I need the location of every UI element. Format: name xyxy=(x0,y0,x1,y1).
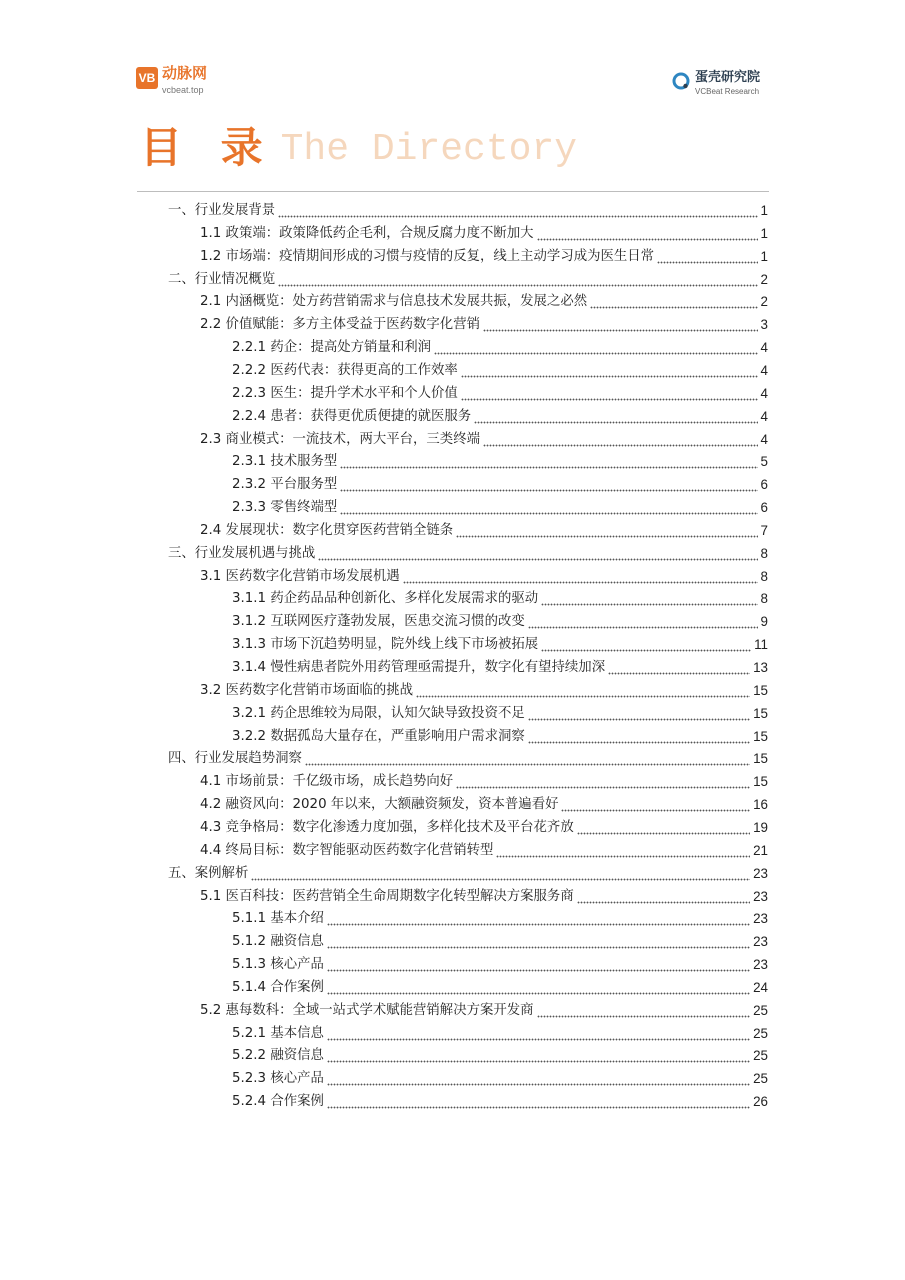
toc-entry-page-number: 8 xyxy=(760,545,768,561)
toc-entry-page-number: 15 xyxy=(753,751,768,767)
toc-entry-page-number: 25 xyxy=(753,1002,768,1018)
toc-entry-title: 5.1 医百科技：医药营销全生命周期数字化转型解决方案服务商 xyxy=(200,888,574,904)
toc-dot-leader xyxy=(537,999,751,1022)
vcbeat-logo xyxy=(136,63,208,95)
toc-entry[interactable] xyxy=(232,359,768,382)
toc-entry-page-number: 6 xyxy=(760,500,768,516)
toc-dot-leader xyxy=(456,519,757,542)
title-divider xyxy=(137,191,769,192)
toc-dot-leader xyxy=(403,565,758,588)
toc-dot-leader xyxy=(278,199,757,222)
toc-entry-title: 4.2 融资风向：2020 年以来，大额融资频发，资本普遍看好 xyxy=(200,797,559,813)
toc-entry[interactable] xyxy=(232,610,768,633)
toc-dot-leader xyxy=(327,1022,750,1045)
toc-dot-leader xyxy=(496,839,750,862)
toc-entry-title: 5.1.1 基本介绍 xyxy=(232,911,324,927)
toc-entry[interactable] xyxy=(200,770,768,793)
toc-entry-title: 4.1 市场前景：千亿级市场，成长趋势向好 xyxy=(200,774,454,790)
toc-entry[interactable] xyxy=(200,885,768,908)
toc-dot-leader xyxy=(278,268,757,291)
toc-entry-title: 2.3.3 零售终端型 xyxy=(232,500,338,516)
toc-entry-title: 3.1.1 药企药品品种创新化、多样化发展需求的驱动 xyxy=(232,591,539,607)
toc-dot-leader xyxy=(541,633,751,656)
toc-dot-leader xyxy=(327,1044,750,1067)
toc-entry-title: 1.2 市场端：疫情期间形成的习惯与疫情的反复，线上主动学习成为医生日常 xyxy=(200,248,655,264)
toc-entry-title: 2.1 内涵概览：处方药营销需求与信息技术发展共振，发展之必然 xyxy=(200,294,588,310)
toc-entry[interactable] xyxy=(168,199,768,222)
toc-entry-page-number: 4 xyxy=(760,431,768,447)
toc-entry[interactable] xyxy=(232,473,768,496)
toc-entry[interactable] xyxy=(200,679,768,702)
toc-entry-title: 2.2 价值赋能：多方主体受益于医药数字化营销 xyxy=(200,317,480,333)
toc-entry-page-number: 24 xyxy=(753,979,768,995)
toc-entry-page-number: 8 xyxy=(760,591,768,607)
toc-entry-page-number: 19 xyxy=(753,819,768,835)
toc-dot-leader xyxy=(483,428,758,451)
toc-dot-leader xyxy=(327,930,750,953)
toc-entry-title: 1.1 政策端：政策降低药企毛利，合规反腐力度不断加大 xyxy=(200,225,534,241)
toc-dot-leader xyxy=(327,953,750,976)
toc-entry-page-number: 25 xyxy=(753,1048,768,1064)
toc-entry-page-number: 23 xyxy=(753,888,768,904)
toc-dot-leader xyxy=(456,770,750,793)
toc-entry[interactable] xyxy=(168,268,768,291)
toc-entry-title: 4.4 终局目标：数字智能驱动医药数字化营销转型 xyxy=(200,842,494,858)
toc-entry[interactable] xyxy=(232,1022,768,1045)
toc-entry[interactable] xyxy=(200,839,768,862)
toc-entry-page-number: 23 xyxy=(753,934,768,950)
toc-entry-title: 3.1.2 互联网医疗蓬勃发展，医患交流习惯的改变 xyxy=(232,614,525,630)
toc-dot-leader xyxy=(318,542,757,565)
toc-entry-page-number: 26 xyxy=(753,1094,768,1110)
toc-entry-title: 5.2.2 融资信息 xyxy=(232,1048,324,1064)
toc-entry-page-number: 11 xyxy=(754,637,768,653)
toc-entry[interactable] xyxy=(168,542,768,565)
toc-entry-page-number: 23 xyxy=(753,911,768,927)
toc-dot-leader xyxy=(590,290,757,313)
toc-dot-leader xyxy=(561,793,750,816)
toc-entry-page-number: 5 xyxy=(760,454,768,470)
toc-entry-title: 4.3 竞争格局：数字化渗透力度加强，多样化技术及平台花齐放 xyxy=(200,819,574,835)
toc-entry[interactable] xyxy=(232,907,768,930)
toc-entry[interactable] xyxy=(200,313,768,336)
toc-dot-leader xyxy=(461,359,758,382)
toc-entry[interactable] xyxy=(200,245,768,268)
toc-entry-page-number: 15 xyxy=(753,774,768,790)
toc-entry[interactable] xyxy=(232,725,768,748)
toc-dot-leader xyxy=(474,405,757,428)
toc-dot-leader xyxy=(608,656,750,679)
vcbeat-logo-icon: VB xyxy=(136,67,158,89)
toc-dot-leader xyxy=(657,245,757,268)
toc-entry-page-number: 1 xyxy=(760,248,768,264)
page-title-cn: 目 录 xyxy=(140,123,275,172)
toc-entry-title: 2.2.3 医生：提升学术水平和个人价值 xyxy=(232,385,458,401)
toc-entry[interactable] xyxy=(232,1090,768,1113)
toc-entry-page-number: 6 xyxy=(760,477,768,493)
toc-dot-leader xyxy=(541,587,757,610)
toc-entry[interactable] xyxy=(168,747,768,770)
toc-dot-leader xyxy=(327,1067,750,1090)
vcbeat-research-logo-sub: VCBeat Research xyxy=(695,87,760,96)
toc-entry-page-number: 15 xyxy=(753,682,768,698)
toc-entry[interactable] xyxy=(200,519,768,542)
toc-entry-title: 2.2.1 药企：提高处方销量和利润 xyxy=(232,340,432,356)
toc-entry-title: 5.2.3 核心产品 xyxy=(232,1071,324,1087)
toc-entry[interactable] xyxy=(200,793,768,816)
toc-entry[interactable] xyxy=(232,702,768,725)
vcbeat-research-logo xyxy=(672,66,760,96)
toc-dot-leader xyxy=(577,885,750,908)
toc-entry[interactable] xyxy=(232,953,768,976)
toc-entry[interactable] xyxy=(232,633,768,656)
toc-entry-title: 2.2.4 患者：获得更优质便捷的就医服务 xyxy=(232,408,472,424)
toc-entry-page-number: 4 xyxy=(760,340,768,356)
toc-entry[interactable] xyxy=(200,565,768,588)
toc-dot-leader xyxy=(577,816,750,839)
toc-dot-leader xyxy=(416,679,750,702)
toc-entry[interactable] xyxy=(232,405,768,428)
toc-entry-page-number: 4 xyxy=(760,385,768,401)
toc-entry[interactable] xyxy=(200,222,768,245)
toc-entry-page-number: 13 xyxy=(753,660,768,675)
toc-entry[interactable] xyxy=(232,382,768,405)
toc-dot-leader xyxy=(327,907,750,930)
toc-entry-page-number: 7 xyxy=(760,522,768,538)
toc-dot-leader xyxy=(461,382,758,405)
toc-dot-leader xyxy=(434,336,758,359)
toc-entry[interactable] xyxy=(200,428,768,451)
toc-entry[interactable] xyxy=(232,1044,768,1067)
toc-entry-title: 3.2.2 数据孤岛大量存在，严重影响用户需求洞察 xyxy=(232,728,525,744)
toc-entry-page-number: 2 xyxy=(760,271,768,287)
toc-entry-title: 三、行业发展机遇与挑战 xyxy=(168,545,316,561)
toc-dot-leader xyxy=(327,1090,750,1113)
toc-entry-title: 3.2.1 药企思维较为局限，认知欠缺导致投资不足 xyxy=(232,705,525,721)
egg-shell-logo-icon xyxy=(672,72,690,90)
toc-entry[interactable] xyxy=(232,587,768,610)
toc-entry-title: 五、案例解析 xyxy=(168,865,249,881)
toc-entry-page-number: 25 xyxy=(753,1025,768,1041)
toc-entry-page-number: 3 xyxy=(760,317,768,333)
toc-entry[interactable] xyxy=(232,976,768,999)
toc-dot-leader xyxy=(528,610,758,633)
toc-entry-title: 2.3.2 平台服务型 xyxy=(232,477,338,493)
toc-entry-title: 一、行业发展背景 xyxy=(168,203,276,218)
toc-entry-title: 3.1.3 市场下沉趋势明显，院外线上线下市场被拓展 xyxy=(232,637,539,653)
toc-dot-leader xyxy=(528,702,750,725)
toc-dot-leader xyxy=(327,976,750,999)
toc-entry[interactable] xyxy=(232,656,768,679)
toc-entry-page-number: 4 xyxy=(760,362,768,378)
toc-entry-page-number: 1 xyxy=(760,203,768,218)
toc-entry-page-number: 15 xyxy=(753,728,768,744)
toc-dot-leader xyxy=(483,313,758,336)
toc-entry[interactable] xyxy=(232,450,768,473)
toc-entry[interactable] xyxy=(232,930,768,953)
toc-dot-leader xyxy=(340,450,757,473)
toc-entry-title: 3.1 医药数字化营销市场发展机遇 xyxy=(200,568,400,584)
toc-entry-title: 2.2.2 医药代表：获得更高的工作效率 xyxy=(232,362,458,378)
toc-entry-title: 5.1.3 核心产品 xyxy=(232,957,324,973)
vcbeat-research-logo-name: 蛋壳研究院 xyxy=(695,70,761,85)
toc-entry-title: 5.2 惠每数科：全域一站式学术赋能营销解决方案开发商 xyxy=(200,1002,534,1018)
toc-dot-leader xyxy=(251,862,750,885)
vcbeat-logo-url: vcbeat.top xyxy=(162,84,204,95)
toc-entry-title: 3.2 医药数字化营销市场面临的挑战 xyxy=(200,682,414,698)
toc-entry-title: 5.2.1 基本信息 xyxy=(232,1025,324,1041)
toc-entry-title: 5.2.4 合作案例 xyxy=(232,1094,324,1110)
page-title-en: The Directory xyxy=(280,128,578,171)
toc-dot-leader xyxy=(340,496,757,519)
toc-entry-title: 2.4 发展现状：数字化贯穿医药营销全链条 xyxy=(200,522,454,538)
toc-entry-page-number: 2 xyxy=(760,294,768,310)
toc-entry-page-number: 8 xyxy=(760,568,768,584)
toc-entry[interactable] xyxy=(168,862,768,885)
toc-entry-title: 四、行业发展趋势洞察 xyxy=(168,751,302,767)
toc-entry-title: 二、行业情况概览 xyxy=(168,271,276,287)
toc-dot-leader xyxy=(305,747,750,770)
toc-entry-page-number: 9 xyxy=(760,614,768,630)
toc-entry-page-number: 21 xyxy=(753,842,768,858)
toc-entry-title: 5.1.2 融资信息 xyxy=(232,934,324,950)
toc-entry-page-number: 16 xyxy=(753,797,768,813)
toc-entry[interactable] xyxy=(200,816,768,839)
toc-entry-page-number: 23 xyxy=(753,957,768,973)
toc-entry[interactable] xyxy=(200,290,768,313)
toc-entry-page-number: 4 xyxy=(760,408,768,424)
page-title xyxy=(140,116,577,172)
toc-dot-leader xyxy=(528,725,750,748)
toc-entry[interactable] xyxy=(232,336,768,359)
toc-entry[interactable] xyxy=(232,496,768,519)
toc-entry-page-number: 23 xyxy=(753,865,768,881)
vcbeat-logo-name: 动脉网 xyxy=(162,63,208,82)
toc-entry-title: 3.1.4 慢性病患者院外用药管理亟需提升，数字化有望持续加深 xyxy=(232,660,606,675)
toc-dot-leader xyxy=(340,473,757,496)
toc-entry-title: 2.3 商业模式：一流技术，两大平台，三类终端 xyxy=(200,431,480,447)
toc-entry-title: 2.3.1 技术服务型 xyxy=(232,454,338,470)
toc-entry[interactable] xyxy=(232,1067,768,1090)
toc-entry-page-number: 15 xyxy=(753,705,768,721)
toc-entry-title: 5.1.4 合作案例 xyxy=(232,979,324,995)
toc-entry-page-number: 1 xyxy=(760,225,768,241)
toc-dot-leader xyxy=(537,222,758,245)
toc-entry[interactable] xyxy=(200,999,768,1022)
toc-entry-page-number: 25 xyxy=(753,1071,768,1087)
